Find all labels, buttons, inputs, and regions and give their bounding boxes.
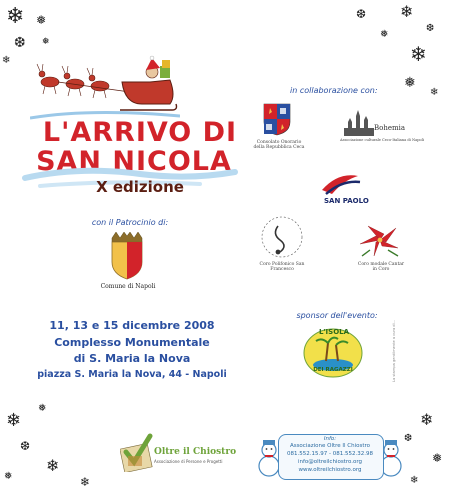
snowflake-icon: ❆ xyxy=(404,433,413,444)
snowflake-icon: ❅ xyxy=(38,403,47,414)
snowflake-icon: ❄ xyxy=(80,475,91,489)
sponsor-name-bottom: DEI RAGAZZI xyxy=(313,367,353,373)
naples-coat-of-arms-icon xyxy=(108,232,146,280)
collaboration-label: in collaborazione con: xyxy=(290,86,378,95)
snowflake-icon: ❄ xyxy=(6,4,25,29)
choir-logo-icon xyxy=(258,214,306,260)
event-venue-line2: di S. Maria la Nova xyxy=(73,352,191,365)
snowflake-icon: ❄ xyxy=(400,2,414,21)
info-association: Associazione Oltre Il Chiostro xyxy=(289,443,371,449)
san-paolo-logo-icon xyxy=(318,172,362,198)
event-edition: X edizione xyxy=(96,178,184,196)
snowflake-icon: ❅ xyxy=(380,29,389,40)
snowflake-icon: ❅ xyxy=(432,451,443,465)
organizer-subtitle: Associazione di Persone e Progetti xyxy=(154,459,223,464)
event-dates: 11, 13 e 15 dicembre 2008 xyxy=(49,319,215,332)
partner-choir-san-francesco: Coro Polifonico San Francesco xyxy=(259,262,305,272)
snowflake-icon: ❄ xyxy=(6,410,22,431)
prague-skyline-icon xyxy=(344,110,374,136)
patronage-entity: Comune di Napoli xyxy=(100,283,156,290)
event-title-line1: L'ARRIVO DI xyxy=(42,117,238,148)
snowflake-icon: ❅ xyxy=(42,37,50,47)
snowflake-icon: ❆ xyxy=(426,23,435,34)
event-address: piazza S. Maria la Nova, 44 - Napoli xyxy=(37,369,227,380)
snowflake-icon: ❄ xyxy=(430,87,439,98)
snowflake-icon: ❅ xyxy=(404,75,416,91)
organizer-name: Oltre il Chiostro xyxy=(154,447,237,457)
sponsor-name-top: L'ISOLA xyxy=(318,328,350,336)
sleigh-icon xyxy=(120,56,177,110)
snowflake-icon: ❄ xyxy=(410,42,427,66)
santa-sleigh-illustration xyxy=(30,52,180,122)
snowflake-icon: ❅ xyxy=(36,13,47,27)
partner-cantar-in-coro: Coro modale Cantar in Coro xyxy=(357,262,405,272)
czech-coat-of-arms-icon xyxy=(262,102,292,136)
partner-bohemia: Bohemia xyxy=(374,124,406,132)
snowflake-icon: ❄ xyxy=(46,456,60,475)
info-website: www.oltreilchiostro.org xyxy=(298,467,362,473)
reindeer-icon xyxy=(37,64,109,98)
snowflake-icon: ❄ xyxy=(420,410,434,429)
sponsor-label: sponsor dell'evento: xyxy=(296,311,378,320)
snowflake-icon: ❄ xyxy=(2,55,11,66)
printing-credit-note: La stampa gentilmente a cura di... xyxy=(392,319,396,382)
partner-czech-consulate: Consolato Onorario della Repubblica Ceca xyxy=(253,140,305,150)
snowflake-icon: ❆ xyxy=(356,7,367,21)
info-phones: 081.552.15.97 - 081.552.32.98 xyxy=(287,451,373,457)
partner-san-paolo: SAN PAOLO xyxy=(324,197,369,205)
snowflake-icon: ❄ xyxy=(410,475,419,486)
snowflake-icon: ❅ xyxy=(4,471,13,482)
partner-bohemia-subtitle: Associazione culturale Ceco-Italiana di Napoli xyxy=(340,138,425,142)
snowflake-icon: ❆ xyxy=(14,35,26,51)
info-email: info@oltreilchiostro.org xyxy=(297,459,363,465)
snowman-left-icon xyxy=(258,438,280,478)
patronage-label: con il Patrocinio di: xyxy=(91,218,169,227)
poinsettia-icon xyxy=(358,222,402,258)
info-label: Info: xyxy=(323,436,337,442)
oltre-il-chiostro-logo xyxy=(120,432,154,472)
event-venue-line1: Complesso Monumentale xyxy=(54,336,210,349)
event-title-line2: SAN NICOLA xyxy=(36,146,232,177)
snowflake-icon: ❆ xyxy=(20,439,31,453)
